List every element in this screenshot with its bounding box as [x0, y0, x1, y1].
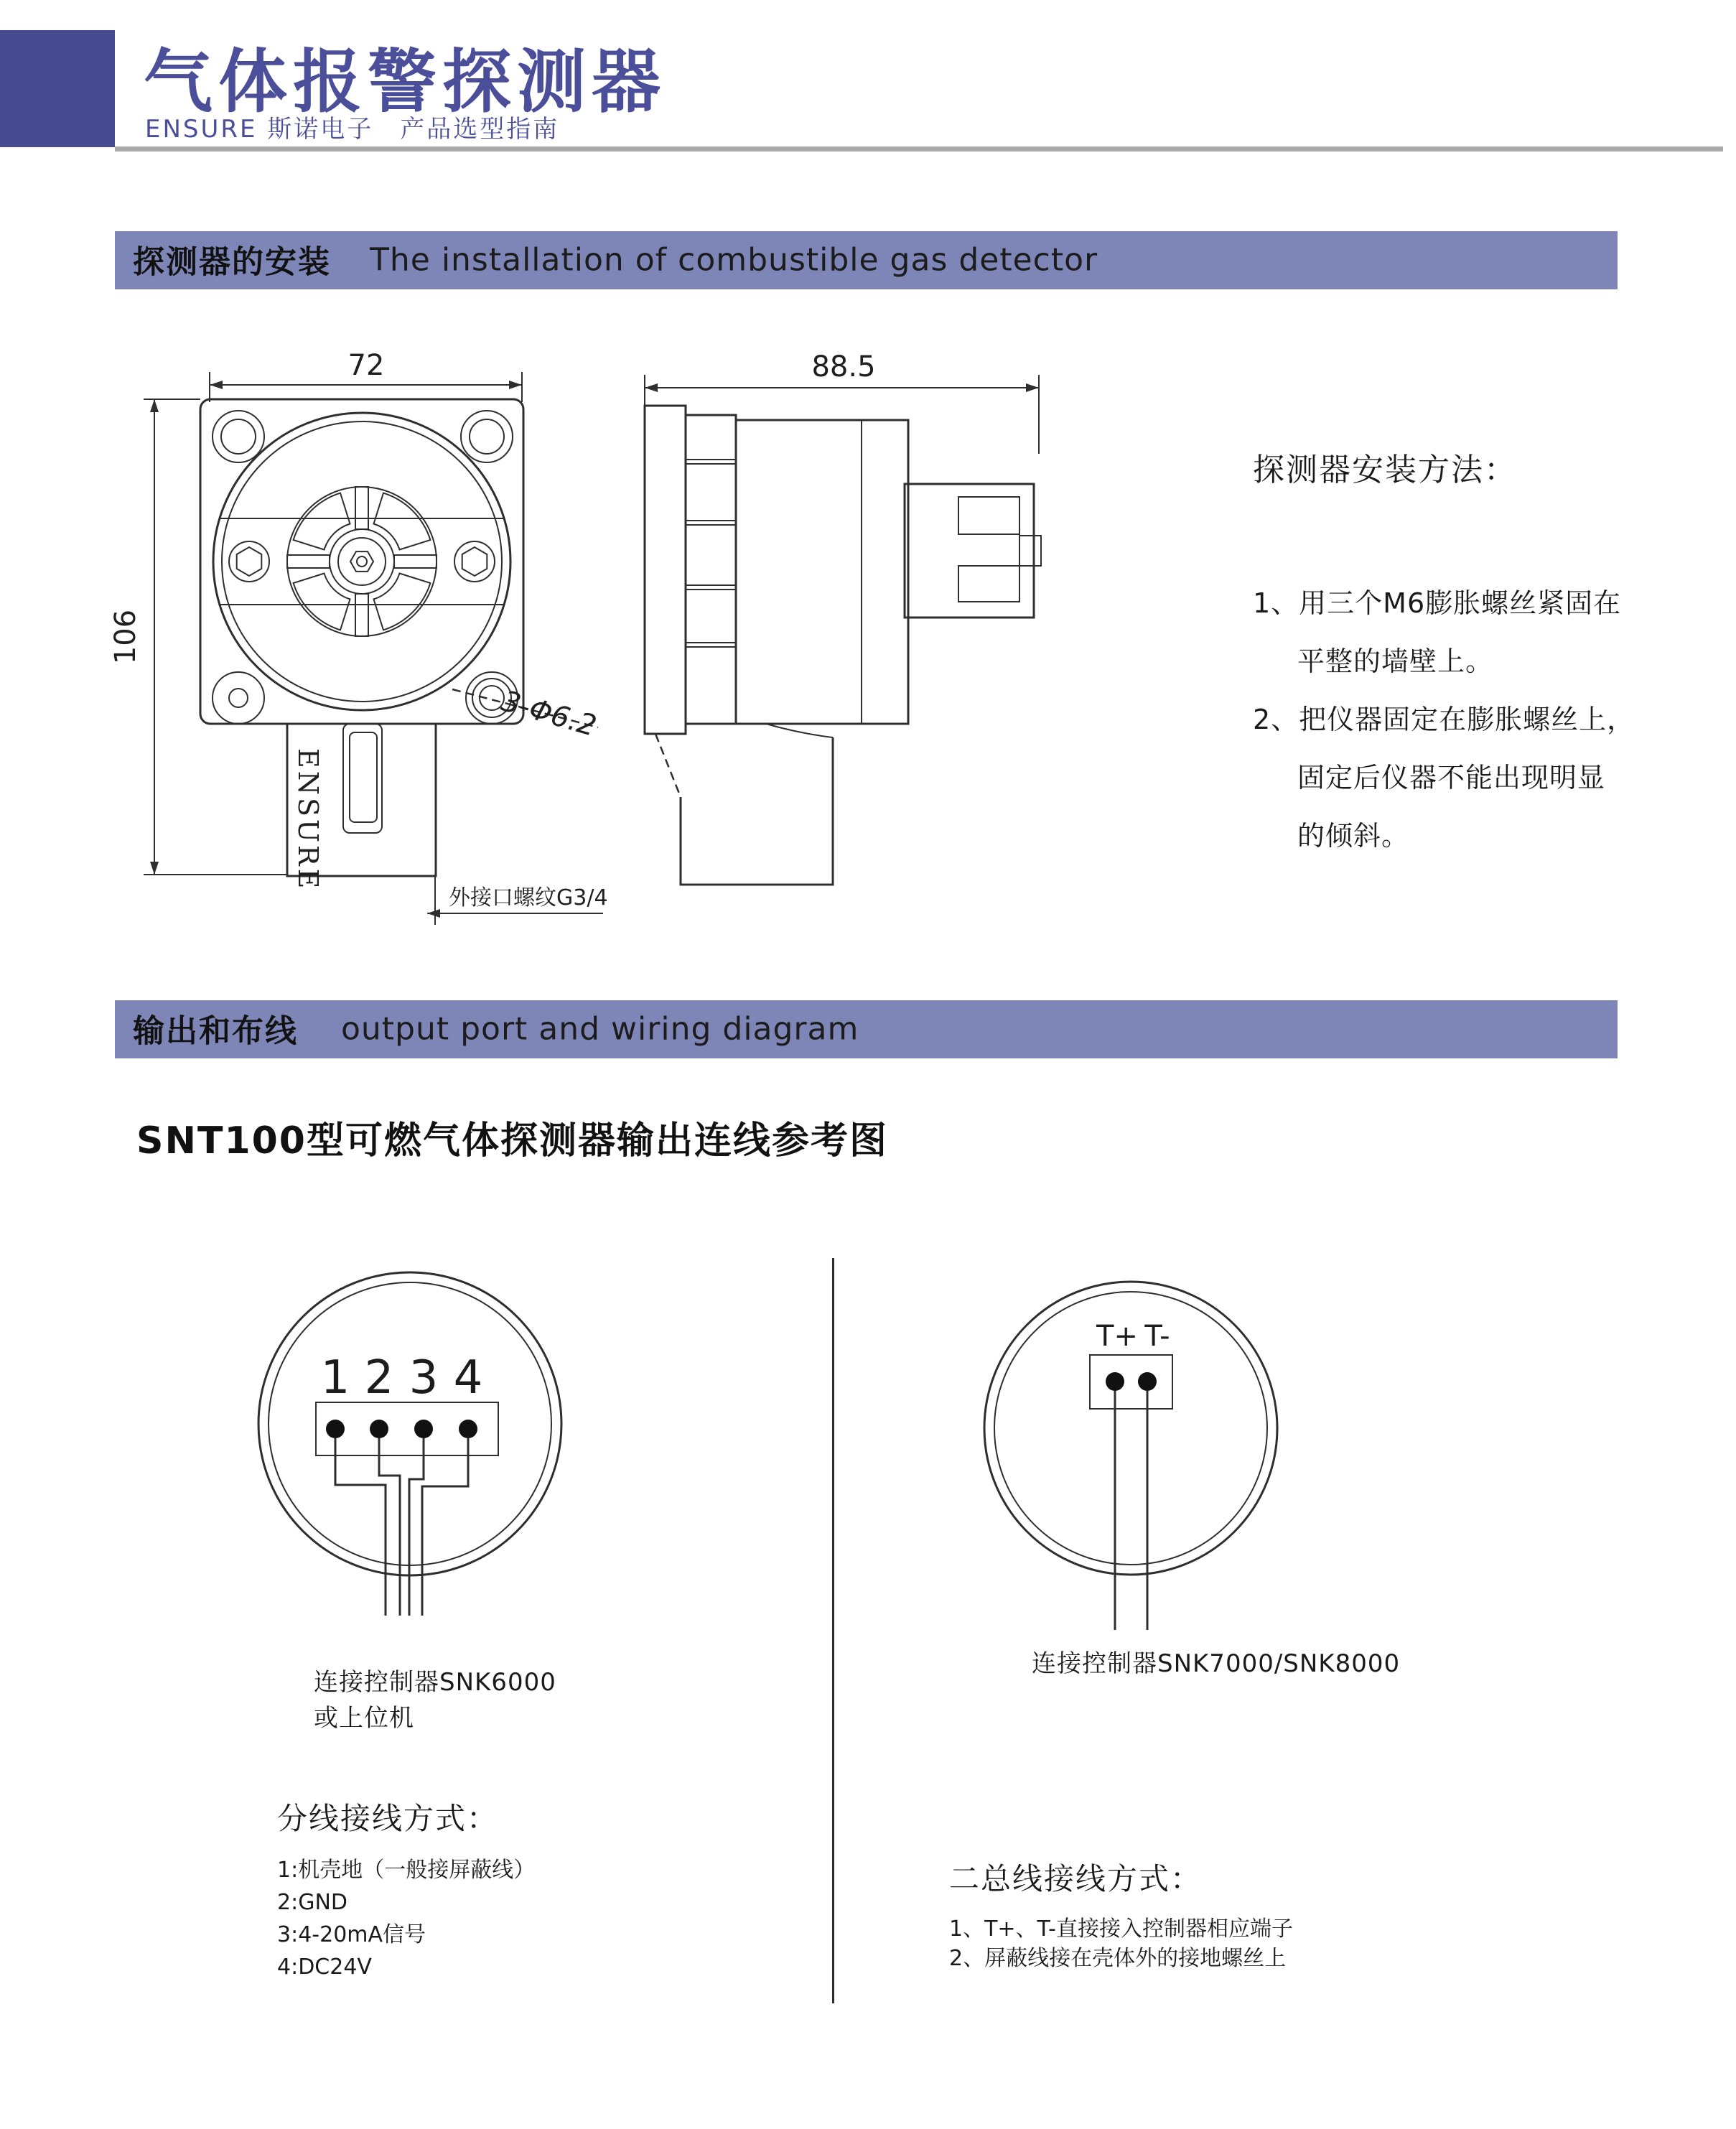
rear-connector [905, 484, 1041, 618]
ribbed-section [686, 415, 736, 724]
branch-wiring-list [277, 1854, 535, 1983]
install-method-block [1253, 444, 1641, 865]
housing-circle-inner [222, 421, 502, 702]
brand-engraving: ENSURE [292, 748, 324, 892]
holes-annotation [452, 684, 600, 742]
four-wire-diagram [244, 1264, 589, 1644]
front-view-svg [101, 330, 617, 955]
dim-width-label: 72 [347, 349, 385, 382]
two-wire-svg [976, 1265, 1299, 1639]
section-bar-installation [115, 231, 1618, 289]
left-connection-line2: 或上位机 [314, 1704, 414, 1733]
section-bar-wiring [115, 1000, 1618, 1058]
sensor-grill [287, 487, 437, 636]
wires [335, 1438, 468, 1616]
terminal-number-4: 4 [453, 1351, 483, 1404]
bus-wiring-item: 1、T+、T-直接接入控制器相应端子 [949, 1916, 1293, 1942]
install-step-line: 的倾斜。 [1297, 820, 1410, 852]
housing-circle-outer [213, 413, 510, 710]
left-connection-line1: 连接控制器SNK6000 [314, 1668, 556, 1697]
wiring-diagram-title: SNT100型可燃气体探测器输出连线参考图 [136, 1119, 888, 1163]
right-connection-label: 连接控制器SNK7000/SNK8000 [1032, 1649, 1401, 1678]
bus-wiring-list [949, 1914, 1293, 1973]
section-title-zh: 输出和布线 [133, 1012, 298, 1049]
brand-accent-square [0, 30, 115, 147]
thread-note-label: 外接口螺纹G3/4 [449, 885, 608, 910]
section-title-en: output port and wiring diagram [341, 1010, 859, 1047]
four-wire-svg [244, 1264, 589, 1644]
branch-wiring-item: 3:4-20mA信号 [277, 1922, 426, 1947]
flange-plate [645, 406, 686, 734]
dim-depth-label: 88.5 [811, 350, 876, 383]
clamp-band [220, 518, 504, 605]
install-method-title: 探测器安装方法： [1253, 452, 1517, 488]
side-view-svg [632, 330, 1063, 955]
mounting-holes [213, 411, 518, 724]
bus-wiring-item: 2、屏蔽线接在壳体外的接地螺丝上 [949, 1946, 1287, 1971]
install-steps [1253, 574, 1641, 865]
dimension-depth [645, 350, 1039, 454]
terminal-block [1090, 1355, 1172, 1409]
main-body [736, 420, 908, 724]
terminal-dots [1106, 1372, 1157, 1391]
branch-wiring-item: 1:机壳地（一般接屏蔽线） [277, 1858, 536, 1883]
terminal-numbers [321, 1351, 483, 1404]
bottom-boss [655, 724, 833, 885]
install-step-line: 2、把仪器固定在膨胀螺丝上， [1253, 704, 1635, 735]
section-title-en: The installation of combustible gas detector [370, 241, 1098, 278]
bus-wiring-title: 二总线接线方式： [949, 1861, 1203, 1896]
front-view-drawing [101, 330, 617, 955]
terminal-labels [1096, 1320, 1170, 1353]
wires [1115, 1391, 1147, 1630]
detector-body-outline [200, 399, 523, 724]
branch-wiring-title: 分线接线方式： [277, 1801, 499, 1836]
page-title: 气体报警探测器 [144, 42, 666, 122]
terminal-number-3: 3 [409, 1351, 439, 1404]
terminal-label-tplus: T+ [1096, 1320, 1138, 1353]
dimension-width [210, 349, 522, 402]
dim-height-label: 106 [109, 609, 142, 665]
holes-note-label: 3-Φ6.2 [498, 684, 600, 743]
left-connection-label [314, 1664, 556, 1736]
dimension-height [109, 399, 287, 875]
install-step-line: 1、用三个M6膨胀螺丝紧固在 [1253, 587, 1622, 619]
branch-wiring-item: 2:GND [277, 1890, 347, 1915]
side-view-drawing [632, 330, 1063, 955]
section-title-zh: 探测器的安装 [133, 243, 331, 280]
terminal-number-2: 2 [364, 1351, 394, 1404]
thread-annotation [427, 875, 608, 925]
thread-boss [287, 724, 436, 891]
install-step-line: 平整的墙壁上。 [1297, 646, 1494, 677]
terminal-label-tminus: T- [1144, 1320, 1170, 1353]
branch-wiring-item: 4:DC24V [277, 1955, 372, 1980]
install-step-line: 固定后仪器不能出现明显 [1297, 762, 1606, 793]
two-wire-diagram [976, 1265, 1299, 1639]
diagram-divider [832, 1258, 834, 2003]
terminal-number-1: 1 [320, 1351, 350, 1404]
page-subtitle: ENSURE 斯诺电子 产品选型指南 [145, 115, 560, 144]
header-divider [115, 146, 1723, 152]
terminal-dots [326, 1420, 477, 1438]
